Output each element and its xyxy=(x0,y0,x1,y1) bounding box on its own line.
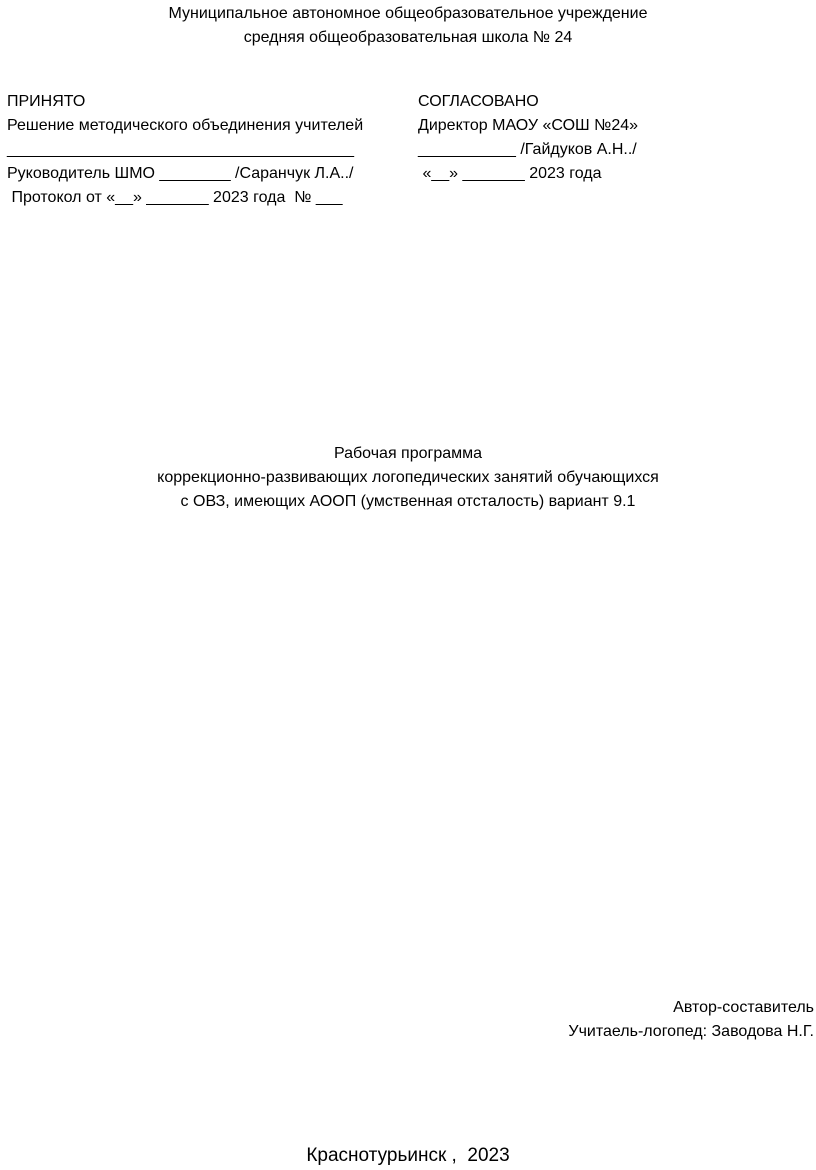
agreed-date: «__» _______ 2023 года xyxy=(418,165,602,182)
city-year: Краснотурьинск , 2023 xyxy=(306,1145,510,1166)
agreed-block xyxy=(418,90,638,186)
program-title-block xyxy=(0,442,816,514)
agreed-signature: ___________ /Гайдуков А.Н../ xyxy=(418,141,637,158)
accepted-head-signature: Руководитель ШМО ________ /Саранчук Л.А../ xyxy=(7,165,354,182)
program-title: Рабочая программа xyxy=(333,445,483,462)
accepted-title: ПРИНЯТО xyxy=(7,93,86,110)
accepted-underline: _______________________________________ xyxy=(7,141,355,158)
author-name: Учитаель-логопед: Заводова Н.Г. xyxy=(568,1023,814,1040)
accepted-decision: Решение методического объединения учителей xyxy=(7,117,364,134)
author-label: Автор-составитель xyxy=(673,999,814,1016)
school-name-line-1: Муниципальное автономное общеобразовательное учреждение xyxy=(168,5,648,22)
author-block xyxy=(568,996,814,1044)
agreed-title: СОГЛАСОВАНО xyxy=(418,93,539,110)
accepted-block xyxy=(7,90,363,210)
accepted-protocol: Протокол от «__» _______ 2023 года № ___ xyxy=(7,189,343,206)
program-subtitle-line-2: с ОВЗ, имеющих АООП (умственная отсталость) вариант 9.1 xyxy=(180,493,636,510)
school-header xyxy=(0,2,816,50)
agreed-director: Директор МАОУ «СОШ №24» xyxy=(418,117,639,134)
program-subtitle-line-1: коррекционно-развивающих логопедических занятий обучающихся xyxy=(157,469,659,486)
school-name-line-2: средняя общеобразовательная школа № 24 xyxy=(243,29,573,46)
